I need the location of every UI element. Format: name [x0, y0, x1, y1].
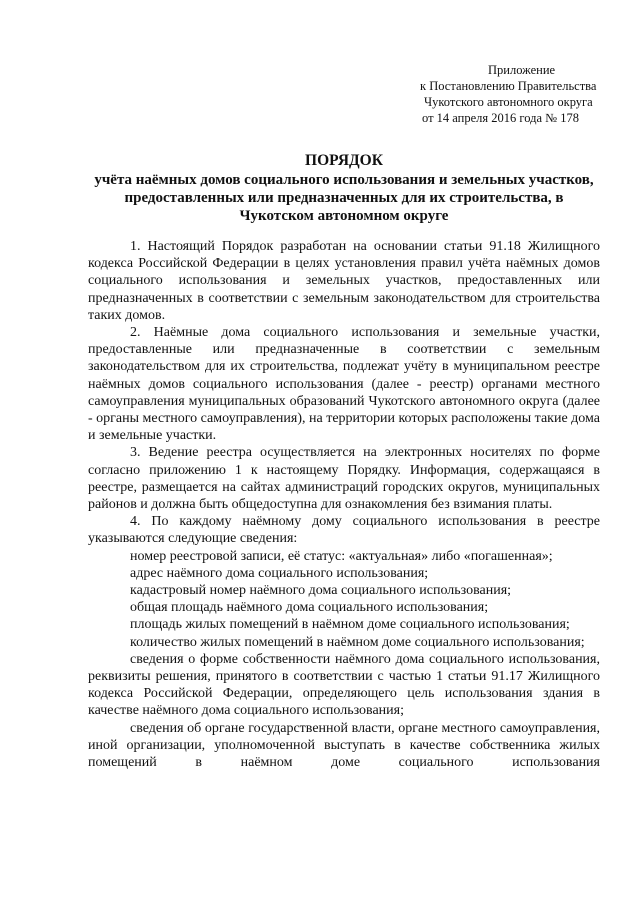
- list-item: количество жилых помещений в наёмном доме социального использования;: [130, 634, 585, 650]
- paragraph-2: 2. Наёмные дома социального использования и земельные участки, предоставленные или предназначенные в соответствии с земельным законодательством для их строительства, подлежат учёту в муниципальном реестре наёмных домов социального использования (далее - реестр) органами местного самоуправления муниципальных образований Чукотского автономного округа (далее - органы местного самоуправления), на территории которых расположены такие дома и земельные участки.: [88, 325, 601, 444]
- list-item: сведения об органе государственной власти, органе местного самоуправления, иной организации, уполномоченной выступать в качестве собственника жилых помещений в наёмном доме социального использования: [88, 720, 600, 771]
- list-item: адрес наёмного дома социального использования;: [130, 565, 429, 581]
- appendix-line-3: Чукотского автономного округа: [424, 95, 593, 109]
- appendix-header: [418, 62, 618, 126]
- document-body: [88, 238, 600, 771]
- title-main: ПОРЯДОК: [305, 152, 383, 169]
- list-item: сведения о форме собственности наёмного дома социального использования, реквизиты решения, принятого в соответствии с частью 1 статьи 91.17 Жилищного кодекса Российской Федерации, определяющего цель использования здания в качестве наёмного дома социального использования;: [88, 651, 600, 719]
- list-item: площадь жилых помещений в наёмном доме социального использования;: [130, 617, 570, 633]
- paragraph-3: 3. Ведение реестра осуществляется на электронных носителях по форме согласно приложению 1 к настоящему Порядку. Информация, содержащаяся в реестре, размещается на сайтах администраций городских округов, муниципальных районов и должна быть общедоступна для ознакомления без взимания платы.: [88, 445, 600, 513]
- list-item: номер реестровой записи, её статус: «актуальная» либо «погашенная»;: [130, 548, 553, 564]
- title-subtitle: учёта наёмных домов социального использования и земельных участков, предоставленных или предназначенных для их строительства, в Чукотском автономном округе: [94, 172, 594, 224]
- paragraph-1: 1. Настоящий Порядок разработан на основании статьи 91.18 Жилищного кодекса Российской Федерации в целях установления правил учёта наёмных домов социального использования и земельных участков, предоставленных или предназначенных в соответствии с земельным законодательством для строительства таких домов.: [88, 239, 600, 323]
- list-item: кадастровый номер наёмного дома социального использования;: [130, 583, 512, 599]
- list-item: общая площадь наёмного дома социального использования;: [130, 600, 489, 616]
- document-title: [88, 152, 600, 225]
- appendix-line-4: от 14 апреля 2016 года № 178: [422, 111, 579, 125]
- appendix-line-2: к Постановлению Правительства: [420, 79, 597, 93]
- appendix-line-1: Приложение: [488, 63, 556, 77]
- paragraph-4: 4. По каждому наёмному дому социального использования в реестре указываются следующие сведения:: [88, 514, 600, 547]
